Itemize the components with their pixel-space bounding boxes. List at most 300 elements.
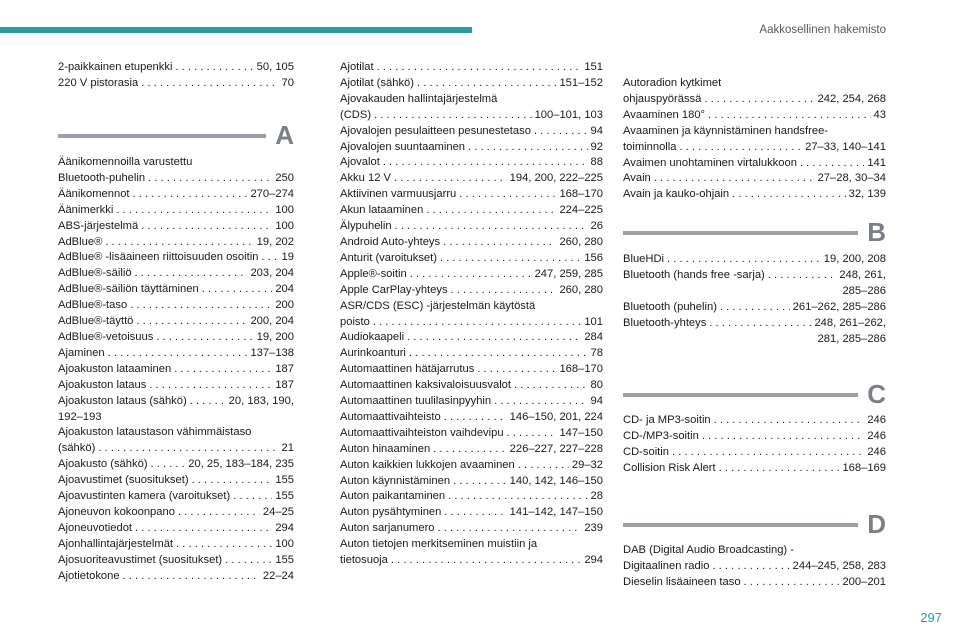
index-entry-heading: Autoradion kytkimet xyxy=(623,77,722,89)
index-entry xyxy=(623,461,886,477)
index-entry-term: ohjauspyörässä xyxy=(623,92,702,105)
index-entry-pages: 147–150 xyxy=(559,426,603,439)
index-entry xyxy=(623,300,886,316)
index-entry-term: Ajoneuvotiedot xyxy=(58,521,133,534)
index-entry xyxy=(58,473,294,489)
index-entry-line xyxy=(58,266,294,282)
index-entry-pages: 151–152 xyxy=(559,76,603,89)
index-entry-pages: 250 xyxy=(275,171,294,184)
index-entry xyxy=(623,413,886,429)
index-entry-line xyxy=(623,252,886,268)
dot-leader xyxy=(141,219,272,235)
index-entry-pages: 246 xyxy=(867,414,886,426)
index-entry xyxy=(623,124,886,156)
index-entry-term: Bluetooth-puhelin xyxy=(58,171,146,184)
dot-leader xyxy=(136,314,247,330)
index-entry-line xyxy=(340,124,603,140)
index-entry xyxy=(623,445,886,461)
dot-leader xyxy=(394,171,507,187)
index-entry-pages: 21 xyxy=(281,442,294,455)
index-entry-term: Apple CarPlay-yhteys xyxy=(340,283,448,296)
index-entry xyxy=(58,457,294,473)
index-entry xyxy=(58,266,294,282)
index-entry-pages: 100 xyxy=(275,537,294,550)
index-entry xyxy=(58,155,294,187)
index-entry xyxy=(58,346,294,362)
index-entry-term: (CDS) xyxy=(340,108,372,121)
index-entry-line xyxy=(340,235,603,251)
index-entry-heading: DAB (Digital Audio Broadcasting) - xyxy=(623,544,794,556)
index-entry-term: AdBlue® -lisäaineen riittoisuuden osoitin xyxy=(58,251,259,264)
index-entry xyxy=(340,251,603,267)
dot-leader xyxy=(202,282,273,298)
index-entry-pages: 20, 25, 183–184, 235 xyxy=(188,458,294,471)
index-entry-line xyxy=(58,282,294,298)
index-entry-pages: 94 xyxy=(590,395,603,408)
index-entry xyxy=(58,203,294,219)
index-entry-line xyxy=(340,378,603,394)
section-letter: C xyxy=(867,379,886,409)
dot-leader xyxy=(459,187,556,203)
index-entry-pages: 226–227, 227–228 xyxy=(509,442,603,455)
index-entry-pages: 78 xyxy=(590,347,603,360)
dot-leader xyxy=(440,251,581,267)
index-entry-pages: 146–150, 201, 224 xyxy=(509,410,603,423)
index-entry-term: Ajotietokone xyxy=(58,569,120,582)
index-entry-pages: 204 xyxy=(275,283,294,296)
index-entry xyxy=(623,76,886,108)
index-entry-term: Auton kaikkien lukkojen avaaminen xyxy=(340,458,515,471)
index-entry-pages: 32, 139 xyxy=(848,188,886,201)
col3-top-list xyxy=(623,76,886,203)
index-entry-line xyxy=(623,575,886,591)
index-entry-term: Ajoakusto (sähkö) xyxy=(58,458,148,471)
dot-leader xyxy=(719,461,840,477)
index-entry-pages: 168–170 xyxy=(559,363,603,376)
index-entry-pages: 92 xyxy=(590,140,603,153)
index-entry xyxy=(340,458,603,474)
index-entry xyxy=(340,442,603,458)
index-entry-pages-continued: 281, 285–286 xyxy=(817,332,886,345)
index-entry-line xyxy=(623,187,886,203)
index-entry-pages: 260, 280 xyxy=(559,235,603,248)
index-entry-line xyxy=(340,410,603,426)
index-entry xyxy=(340,489,603,505)
index-entry-line xyxy=(58,171,294,187)
section-letter: D xyxy=(867,509,886,539)
index-entry xyxy=(340,330,603,346)
index-entry-term: 220 V pistorasia xyxy=(58,76,139,89)
index-entry-line xyxy=(340,267,603,283)
index-entry-term: CD- ja MP3-soitin xyxy=(623,414,711,426)
index-entry xyxy=(58,60,294,76)
page-number: 297 xyxy=(920,610,942,625)
index-entry-pages: 88 xyxy=(590,156,603,169)
dot-leader xyxy=(178,505,260,521)
index-entry xyxy=(58,537,294,553)
index-entry-pages: 246 xyxy=(867,445,886,458)
index-entry-term: Avain ja kauko-ohjain xyxy=(623,188,730,201)
index-entry-pages: 24–25 xyxy=(262,505,294,518)
index-entry xyxy=(58,425,294,457)
index-entry-pages: 244–245, 258, 283 xyxy=(792,559,886,572)
index-entry-term: Collision Risk Alert xyxy=(623,461,716,474)
index-entry-line xyxy=(58,378,294,394)
dot-leader xyxy=(417,76,556,92)
dot-leader xyxy=(156,330,253,346)
dot-leader xyxy=(709,316,811,332)
index-entry-line xyxy=(340,171,603,187)
dot-leader xyxy=(768,268,837,284)
index-entry-term: Bluetooth (hands free -sarja) xyxy=(623,268,765,281)
index-entry-line xyxy=(58,203,294,219)
index-entry xyxy=(340,155,603,171)
index-entry-term: Ajaminen xyxy=(58,346,105,359)
index-entry-pages: 26 xyxy=(590,220,603,233)
section-rule xyxy=(623,523,858,527)
dot-leader xyxy=(732,187,846,203)
index-entry xyxy=(623,171,886,187)
index-entry-line xyxy=(623,429,886,445)
index-entry-pages: 248, 261, xyxy=(839,268,886,281)
index-entry-line xyxy=(58,521,294,537)
index-entry-pages: 155 xyxy=(275,474,294,487)
section-divider-b xyxy=(623,217,886,255)
index-entry-line xyxy=(58,314,294,330)
dot-leader xyxy=(679,140,802,156)
index-entry-term: Ajoneuvon kokoonpano xyxy=(58,505,175,518)
index-entry xyxy=(340,124,603,140)
index-entry-line xyxy=(623,559,886,575)
dot-leader xyxy=(507,426,557,442)
index-entry-term: BlueHDi xyxy=(623,253,665,265)
dot-leader xyxy=(720,300,790,316)
index-entry-line xyxy=(340,283,603,299)
index-entry-pages: 294 xyxy=(584,554,603,567)
index-entry xyxy=(623,187,886,203)
dot-leader xyxy=(105,235,253,251)
index-entry-term: AdBlue®-vetoisuus xyxy=(58,330,154,343)
index-entry-pages: 156 xyxy=(584,251,603,264)
index-entry-line xyxy=(340,394,603,410)
index-entry xyxy=(623,543,886,575)
index-entry xyxy=(623,316,886,348)
dot-leader xyxy=(667,252,821,268)
dot-leader xyxy=(148,171,272,187)
index-entry xyxy=(340,505,603,521)
index-entry-line xyxy=(340,76,603,92)
dot-leader xyxy=(438,521,582,537)
index-entry xyxy=(340,283,603,299)
index-entry-pages: 246 xyxy=(867,429,886,442)
index-entry xyxy=(58,219,294,235)
dot-leader xyxy=(174,362,272,378)
index-entry-term: (sähkö) xyxy=(58,442,96,455)
index-entry xyxy=(340,394,603,410)
index-entry-term: Ajovalot xyxy=(340,156,380,169)
index-entry-pages: 50, 105 xyxy=(256,61,294,73)
index-entry xyxy=(340,140,603,156)
index-entry-line xyxy=(58,60,294,76)
index-entry xyxy=(623,429,886,445)
index-entry-line xyxy=(623,461,886,477)
index-entry xyxy=(58,282,294,298)
index-entry-line xyxy=(340,458,603,474)
index-entry-pages: 151 xyxy=(584,61,603,73)
index-entry-pages: 27–33, 140–141 xyxy=(805,140,886,153)
index-entry-line xyxy=(623,140,886,156)
index-entry-line xyxy=(623,316,886,332)
index-entry-term: Ajosuoriteavustimet (suositukset) xyxy=(58,553,223,566)
index-entry-pages: 43 xyxy=(873,108,886,121)
index-entry-term: Auton käynnistäminen xyxy=(340,474,451,487)
dot-leader xyxy=(444,505,506,521)
dot-leader xyxy=(374,108,531,124)
index-entry xyxy=(58,76,294,92)
index-entry xyxy=(58,394,294,426)
index-entry-line xyxy=(623,413,886,429)
index-entry xyxy=(340,187,603,203)
index-entry-term: Akku 12 V xyxy=(340,172,391,185)
col3-b-list xyxy=(623,252,886,347)
index-entry-pages: 187 xyxy=(275,378,294,391)
index-entry-pages: 140, 142, 146–150 xyxy=(509,474,603,487)
index-entry-term: Äänimerkki xyxy=(58,203,114,216)
index-entry xyxy=(58,187,294,203)
index-entry-term: CD-soitin xyxy=(623,445,670,458)
dot-leader xyxy=(373,315,581,331)
index-entry xyxy=(340,362,603,378)
index-entry-term: Anturit (varoitukset) xyxy=(340,251,437,264)
index-entry-line xyxy=(340,489,603,505)
index-entry-pages: 168–169 xyxy=(842,461,886,474)
index-entry xyxy=(340,426,603,442)
index-entry-line xyxy=(58,537,294,553)
dot-leader xyxy=(514,378,588,394)
index-entry-term: Aurinkoanturi xyxy=(340,347,406,360)
section-letter: B xyxy=(867,217,886,247)
index-entry xyxy=(340,378,603,394)
index-entry-line xyxy=(58,441,294,457)
dot-leader xyxy=(225,553,272,569)
index-entry-line xyxy=(58,569,294,585)
index-entry-term: Apple®-soitin xyxy=(340,267,407,280)
index-entry-term: Auton paikantaminen xyxy=(340,490,446,503)
index-entry-term: Ajoakuston lataus (sähkö) xyxy=(58,394,187,407)
index-entry-term: Digitaalinen radio xyxy=(623,559,710,572)
index-entry-line xyxy=(58,298,294,314)
index-entry-term: Automaattivaihteisto xyxy=(340,410,441,423)
index-entry xyxy=(340,299,603,331)
index-entry xyxy=(340,219,603,235)
index-entry xyxy=(58,298,294,314)
index-entry-term: Avaaminen 180° xyxy=(623,108,706,121)
dot-leader xyxy=(672,445,864,461)
index-entry-pages: 261–262, 285–286 xyxy=(792,300,886,313)
dot-leader xyxy=(377,60,582,76)
dot-leader xyxy=(433,442,506,458)
index-entry-line xyxy=(623,108,886,124)
dot-leader xyxy=(451,283,557,299)
index-entry-term: Automaattinen tuulilasinpyyhin xyxy=(340,395,492,408)
dot-leader xyxy=(714,413,865,429)
index-entry xyxy=(340,267,603,283)
index-entry-pages: 20, 183, 190, xyxy=(228,394,294,407)
index-entry-pages: 155 xyxy=(275,553,294,566)
index-entry xyxy=(623,252,886,268)
index-entry xyxy=(623,268,886,300)
index-entry-line xyxy=(58,219,294,235)
index-entry-term: Audiokaapeli xyxy=(340,331,405,344)
index-entry-pages: 168–170 xyxy=(559,188,603,201)
index-entry-line xyxy=(340,362,603,378)
index-entry xyxy=(340,76,603,92)
dot-leader xyxy=(704,92,814,108)
dot-leader xyxy=(444,410,507,426)
index-entry-pages: 80 xyxy=(590,379,603,392)
index-entry-line xyxy=(58,330,294,346)
index-entry-term: Automaattinen hätäjarrutus xyxy=(340,363,475,376)
index-entry-heading: Ajoakuston lataustason vähimmäistaso xyxy=(58,426,252,439)
index-entry-term: AdBlue®-taso xyxy=(58,299,128,312)
index-entry-pages-continued: 192–193 xyxy=(58,410,102,423)
index-entry-heading: Avaaminen ja käynnistäminen handsfree- xyxy=(623,124,829,137)
index-entry xyxy=(58,378,294,394)
index-entry-term: tietosuoja xyxy=(340,554,388,567)
index-entry-pages: 284 xyxy=(584,331,603,344)
index-entry-term: Auton pysähtyminen xyxy=(340,506,442,519)
dot-leader xyxy=(135,266,248,282)
index-entry xyxy=(58,250,294,266)
index-entry xyxy=(623,108,886,124)
dot-leader xyxy=(708,108,871,124)
dot-leader xyxy=(149,378,272,394)
index-entry-pages: 194, 200, 222–225 xyxy=(509,172,603,185)
index-entry-term: Aktiivinen varmuusjarru xyxy=(340,188,457,201)
index-entry xyxy=(340,474,603,490)
dot-leader xyxy=(108,346,248,362)
index-entry-line xyxy=(340,219,603,235)
index-entry-line xyxy=(340,203,603,219)
index-entry-line xyxy=(340,553,603,569)
index-entry-heading: Auton tietojen merkitseminen muistiin ja xyxy=(340,538,538,551)
index-entry-pages: 70 xyxy=(281,76,294,89)
index-entry-line xyxy=(623,300,886,316)
index-entry-line xyxy=(340,521,603,537)
index-entry-line xyxy=(340,442,603,458)
index-entry-pages: 203, 204 xyxy=(250,267,294,280)
dot-leader xyxy=(192,473,273,489)
section-letter: A xyxy=(275,120,294,150)
index-entry-pages: 94 xyxy=(590,124,603,137)
col3-c-list xyxy=(623,413,886,477)
index-entry-line xyxy=(58,473,294,489)
index-entry-term: AdBlue®-säiliön täyttäminen xyxy=(58,283,199,296)
dot-leader xyxy=(123,569,260,585)
page-header-title: Aakkosellinen hakemisto xyxy=(759,24,886,36)
index-entry-term: ABS-järjestelmä xyxy=(58,219,139,232)
index-entry xyxy=(58,314,294,330)
index-entry-pages: 200, 204 xyxy=(250,315,294,328)
dot-leader xyxy=(654,171,815,187)
dot-leader xyxy=(383,155,588,171)
col1-top-list xyxy=(58,60,294,92)
index-entry-pages: 248, 261–262, xyxy=(814,316,886,329)
index-entry-pages: 28 xyxy=(590,490,603,503)
index-entry-term: Ajoavustimet (suositukset) xyxy=(58,474,189,487)
dot-leader xyxy=(712,559,789,575)
index-entry-line xyxy=(340,315,603,331)
dot-leader xyxy=(407,330,581,346)
index-entry-pages: 200–201 xyxy=(842,575,886,588)
index-entry-term: Äänikomennot xyxy=(58,187,130,200)
index-entry-pages: 141–142, 147–150 xyxy=(509,506,603,519)
dot-leader xyxy=(744,575,840,591)
index-entry-term: Bluetooth-yhteys xyxy=(623,316,707,329)
index-entry-line xyxy=(623,171,886,187)
dot-leader xyxy=(261,250,278,266)
index-entry-line xyxy=(58,250,294,266)
index-entry-term: Automaattivaihteiston vaihdevipu xyxy=(340,426,504,439)
dot-leader xyxy=(233,489,272,505)
index-entry-pages: 22–24 xyxy=(262,569,294,582)
index-entry-line xyxy=(58,76,294,92)
index-entry-term: Dieselin lisäaineen taso xyxy=(623,575,741,588)
index-entry-term: Ajoavustinten kamera (varoitukset) xyxy=(58,490,231,503)
index-entry-pages: 294 xyxy=(275,521,294,534)
index-entry-line xyxy=(340,251,603,267)
dot-leader xyxy=(409,346,588,362)
index-entry-line xyxy=(58,505,294,521)
dot-leader xyxy=(410,267,532,283)
index-entry-term: poisto xyxy=(340,315,370,328)
index-entry xyxy=(58,569,294,585)
dot-leader xyxy=(130,298,272,314)
index-entry-term: Android Auto-yhteys xyxy=(340,235,441,248)
index-entry xyxy=(58,505,294,521)
index-entry-term: Ajovalojen suuntaaminen xyxy=(340,140,466,153)
header-accent-bar xyxy=(0,27,472,33)
index-entry-pages: 101 xyxy=(584,315,603,328)
index-entry-pages: 187 xyxy=(275,362,294,375)
index-entry xyxy=(340,235,603,251)
index-entry-term: Ajovalojen pesulaitteen pesunestetaso xyxy=(340,124,531,137)
dot-leader xyxy=(800,156,864,172)
index-entry-term: Avain xyxy=(623,172,651,185)
index-entry-line xyxy=(340,108,603,124)
dot-leader xyxy=(426,203,556,219)
index-entry-term: Auton sarjanumero xyxy=(340,522,435,535)
section-rule xyxy=(58,134,266,138)
index-entry-line xyxy=(340,187,603,203)
dot-leader xyxy=(448,489,587,505)
index-entry-line xyxy=(623,268,886,284)
dot-leader xyxy=(494,394,587,410)
index-entry-line xyxy=(340,346,603,362)
index-entry xyxy=(58,330,294,346)
index-entry-term: Auton hinaaminen xyxy=(340,442,431,455)
dot-leader xyxy=(468,140,588,156)
index-entry xyxy=(340,171,603,187)
index-entry-line xyxy=(58,187,294,203)
index-entry-pages: 141 xyxy=(867,156,886,169)
index-entry-line xyxy=(58,553,294,569)
index-entry-pages: 19 xyxy=(281,251,294,264)
dot-leader xyxy=(443,235,556,251)
index-entry-line xyxy=(340,505,603,521)
index-entry-pages: 19, 202 xyxy=(256,235,294,248)
index-entry-pages: 100 xyxy=(275,219,294,232)
